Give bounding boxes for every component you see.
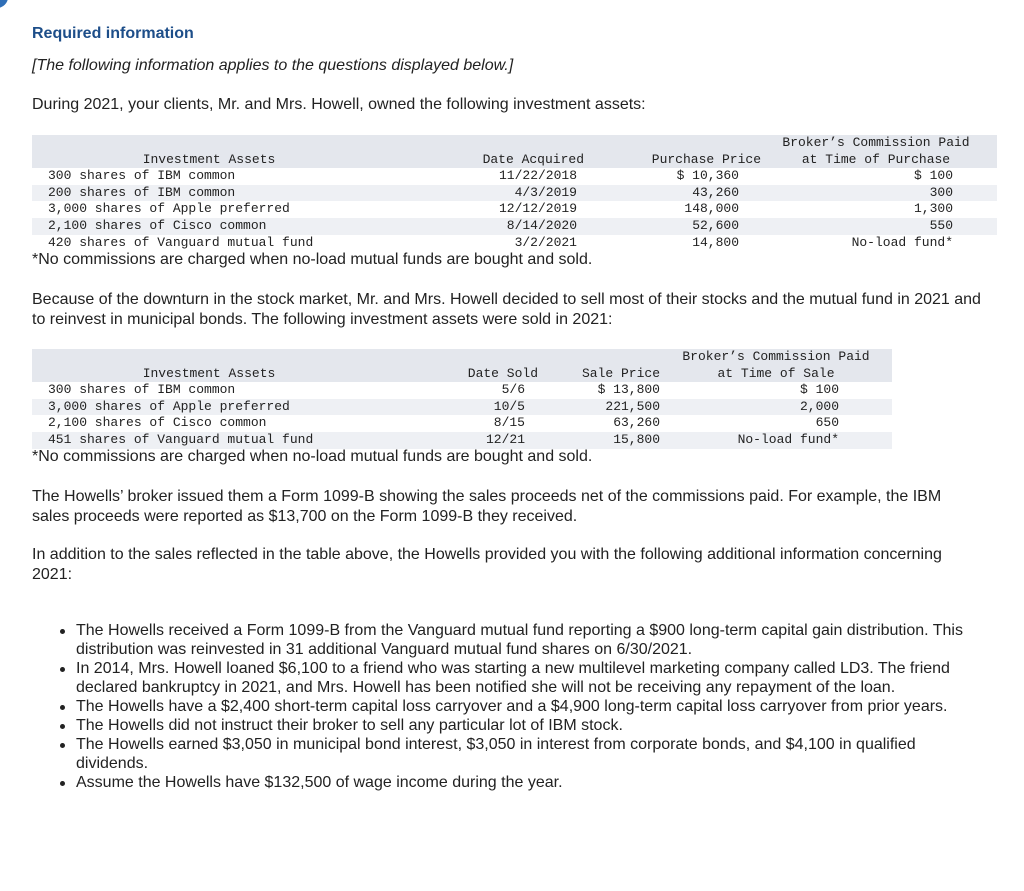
intro-paragraph: During 2021, your clients, Mr. and Mrs. Howell, owned the following investment assets: [32, 96, 646, 113]
header-date-sold: Date Sold [386, 349, 538, 382]
cell-commission: 1,300 [913, 201, 953, 217]
purchase-table-header [32, 135, 997, 168]
header-commission-sale [660, 349, 892, 382]
header-sale-price: Sale Price [538, 349, 660, 382]
table-row [32, 201, 997, 218]
table-row [32, 185, 997, 202]
cell-commission: 650 [815, 415, 839, 431]
list-item [32, 735, 992, 773]
header-investment-assets: Investment Assets [32, 349, 386, 382]
list-item-text: The Howells have a $2,400 short-term capital loss carryover and a $4,900 long-term capital loss carryover from prior years. [76, 698, 948, 715]
list-item-text: The Howells did not instruct their broker to sell any particular lot of IBM stock. [76, 717, 623, 734]
cell-price: 148,000 [684, 201, 739, 217]
cell-commission: No-load fund* [851, 234, 953, 250]
cell-asset: 3,000 shares of Apple preferred [32, 399, 386, 416]
header-purchase-price: Purchase Price [584, 135, 761, 168]
cell-price: 221,500 [538, 399, 660, 416]
cell-price: 43,260 [584, 185, 761, 202]
cell-commission: 2,000 [660, 399, 892, 416]
purchase-footnote: *No commissions are charged when no-load mutual funds are bought and sold. [32, 251, 593, 268]
bullet-dot-icon [60, 705, 65, 710]
bullet-dot-icon [60, 724, 65, 729]
list-item-text: Assume the Howells have $132,500 of wage income during the year. [76, 774, 563, 791]
cell-price: $ 13,800 [597, 382, 660, 398]
cell-date: 4/3/2019 [386, 185, 584, 202]
header-commission-purchase [761, 135, 997, 168]
cell-asset: 2,100 shares of Cisco common [32, 218, 386, 235]
list-item [32, 773, 992, 792]
required-information-heading: Required information [32, 25, 194, 42]
cell-commission: $ 100 [913, 168, 953, 184]
cell-date: 8/14/2020 [386, 218, 584, 235]
header-date-acquired: Date Acquired [386, 135, 584, 168]
list-item [32, 697, 992, 716]
bullet-dot-icon [60, 743, 65, 748]
bullet-dot-icon [60, 781, 65, 786]
header-commission-line1: Broker’s Commission Paid [682, 349, 870, 364]
table-row [32, 399, 892, 416]
cell-date: 12/21 [386, 432, 538, 449]
list-item-text: In 2014, Mrs. Howell loaned $6,100 to a friend who was starting a new multilevel marketing company called LD3. The friend declared bankruptcy in 2021, and Mrs. Howell has been notified she will not be receiving any repayment of the loan. [76, 660, 950, 696]
cell-price: 15,800 [538, 432, 660, 449]
purchase-table [32, 135, 997, 251]
additional-info-paragraph: In addition to the sales reflected in the table above, the Howells provided you with the following additional information concerning 2021: [32, 546, 942, 583]
broker-paragraph: The Howells’ broker issued them a Form 1099-B showing the sales proceeds net of the commissions paid. For example, the IBM sales proceeds were reported as $13,700 on the Form 1099-B they received. [32, 488, 942, 525]
cell-asset: 200 shares of IBM common [32, 185, 386, 202]
cell-asset: 2,100 shares of Cisco common [48, 415, 267, 431]
list-item [32, 621, 992, 659]
list-item [32, 716, 992, 735]
table-row [32, 235, 997, 252]
cell-date: 3/2/2021 [514, 234, 577, 250]
cell-date: 8/15 [493, 415, 525, 431]
cell-asset: 3,000 shares of Apple preferred [48, 201, 290, 217]
cell-price: 52,600 [584, 218, 761, 235]
cell-price: $ 10,360 [676, 168, 739, 184]
sale-paragraph: Because of the downturn in the stock market, Mr. and Mrs. Howell decided to sell most of their stocks and the mutual fund in 2021 and to reinvest in municipal bonds. The following investment assets were sold in 2021: [32, 291, 981, 328]
cell-price: 14,800 [692, 234, 739, 250]
list-item-text: The Howells earned $3,050 in municipal bond interest, $3,050 in interest from corporate bonds, and $4,100 in qualified dividends. [76, 736, 916, 772]
sale-table [32, 349, 892, 449]
additional-info-list [32, 621, 992, 792]
cell-commission: No-load fund* [660, 432, 892, 449]
cell-commission: $ 100 [799, 382, 839, 398]
cell-date: 5/6 [501, 382, 525, 398]
table-row [32, 168, 997, 185]
header-commission-line1: Broker’s Commission Paid [782, 135, 970, 150]
cell-asset: 420 shares of Vanguard mutual fund [48, 234, 314, 250]
corner-badge [0, 0, 8, 8]
header-investment-assets: Investment Assets [32, 135, 386, 168]
cell-price: 63,260 [613, 415, 660, 431]
bullet-dot-icon [60, 667, 65, 672]
cell-date: 10/5 [386, 399, 538, 416]
cell-asset: 451 shares of Vanguard mutual fund [32, 432, 386, 449]
sale-table-header [32, 349, 892, 382]
table-row [32, 432, 892, 449]
intro-note: [The following information applies to the questions displayed below.] [32, 57, 514, 74]
sale-footnote: *No commissions are charged when no-load mutual funds are bought and sold. [32, 448, 593, 465]
header-commission-line2: at Time of Purchase [801, 151, 951, 167]
cell-commission: 550 [761, 218, 997, 235]
table-row [32, 415, 892, 432]
cell-asset: 300 shares of IBM common [48, 382, 236, 398]
bullet-dot-icon [60, 629, 65, 634]
cell-asset: 300 shares of IBM common [48, 168, 236, 184]
list-item-text: The Howells received a Form 1099-B from the Vanguard mutual fund reporting a $900 long-term capital gain distribution. This distribution was reinvested in 31 additional Vanguard mutual fund shares on 6/30/2021. [76, 622, 963, 658]
cell-date: 12/12/2019 [498, 201, 577, 217]
header-commission-line2: at Time of Sale [717, 365, 835, 381]
cell-date: 11/22/2018 [498, 168, 577, 184]
table-row [32, 218, 997, 235]
table-row [32, 382, 892, 399]
list-item [32, 659, 992, 697]
cell-commission: 300 [761, 185, 997, 202]
